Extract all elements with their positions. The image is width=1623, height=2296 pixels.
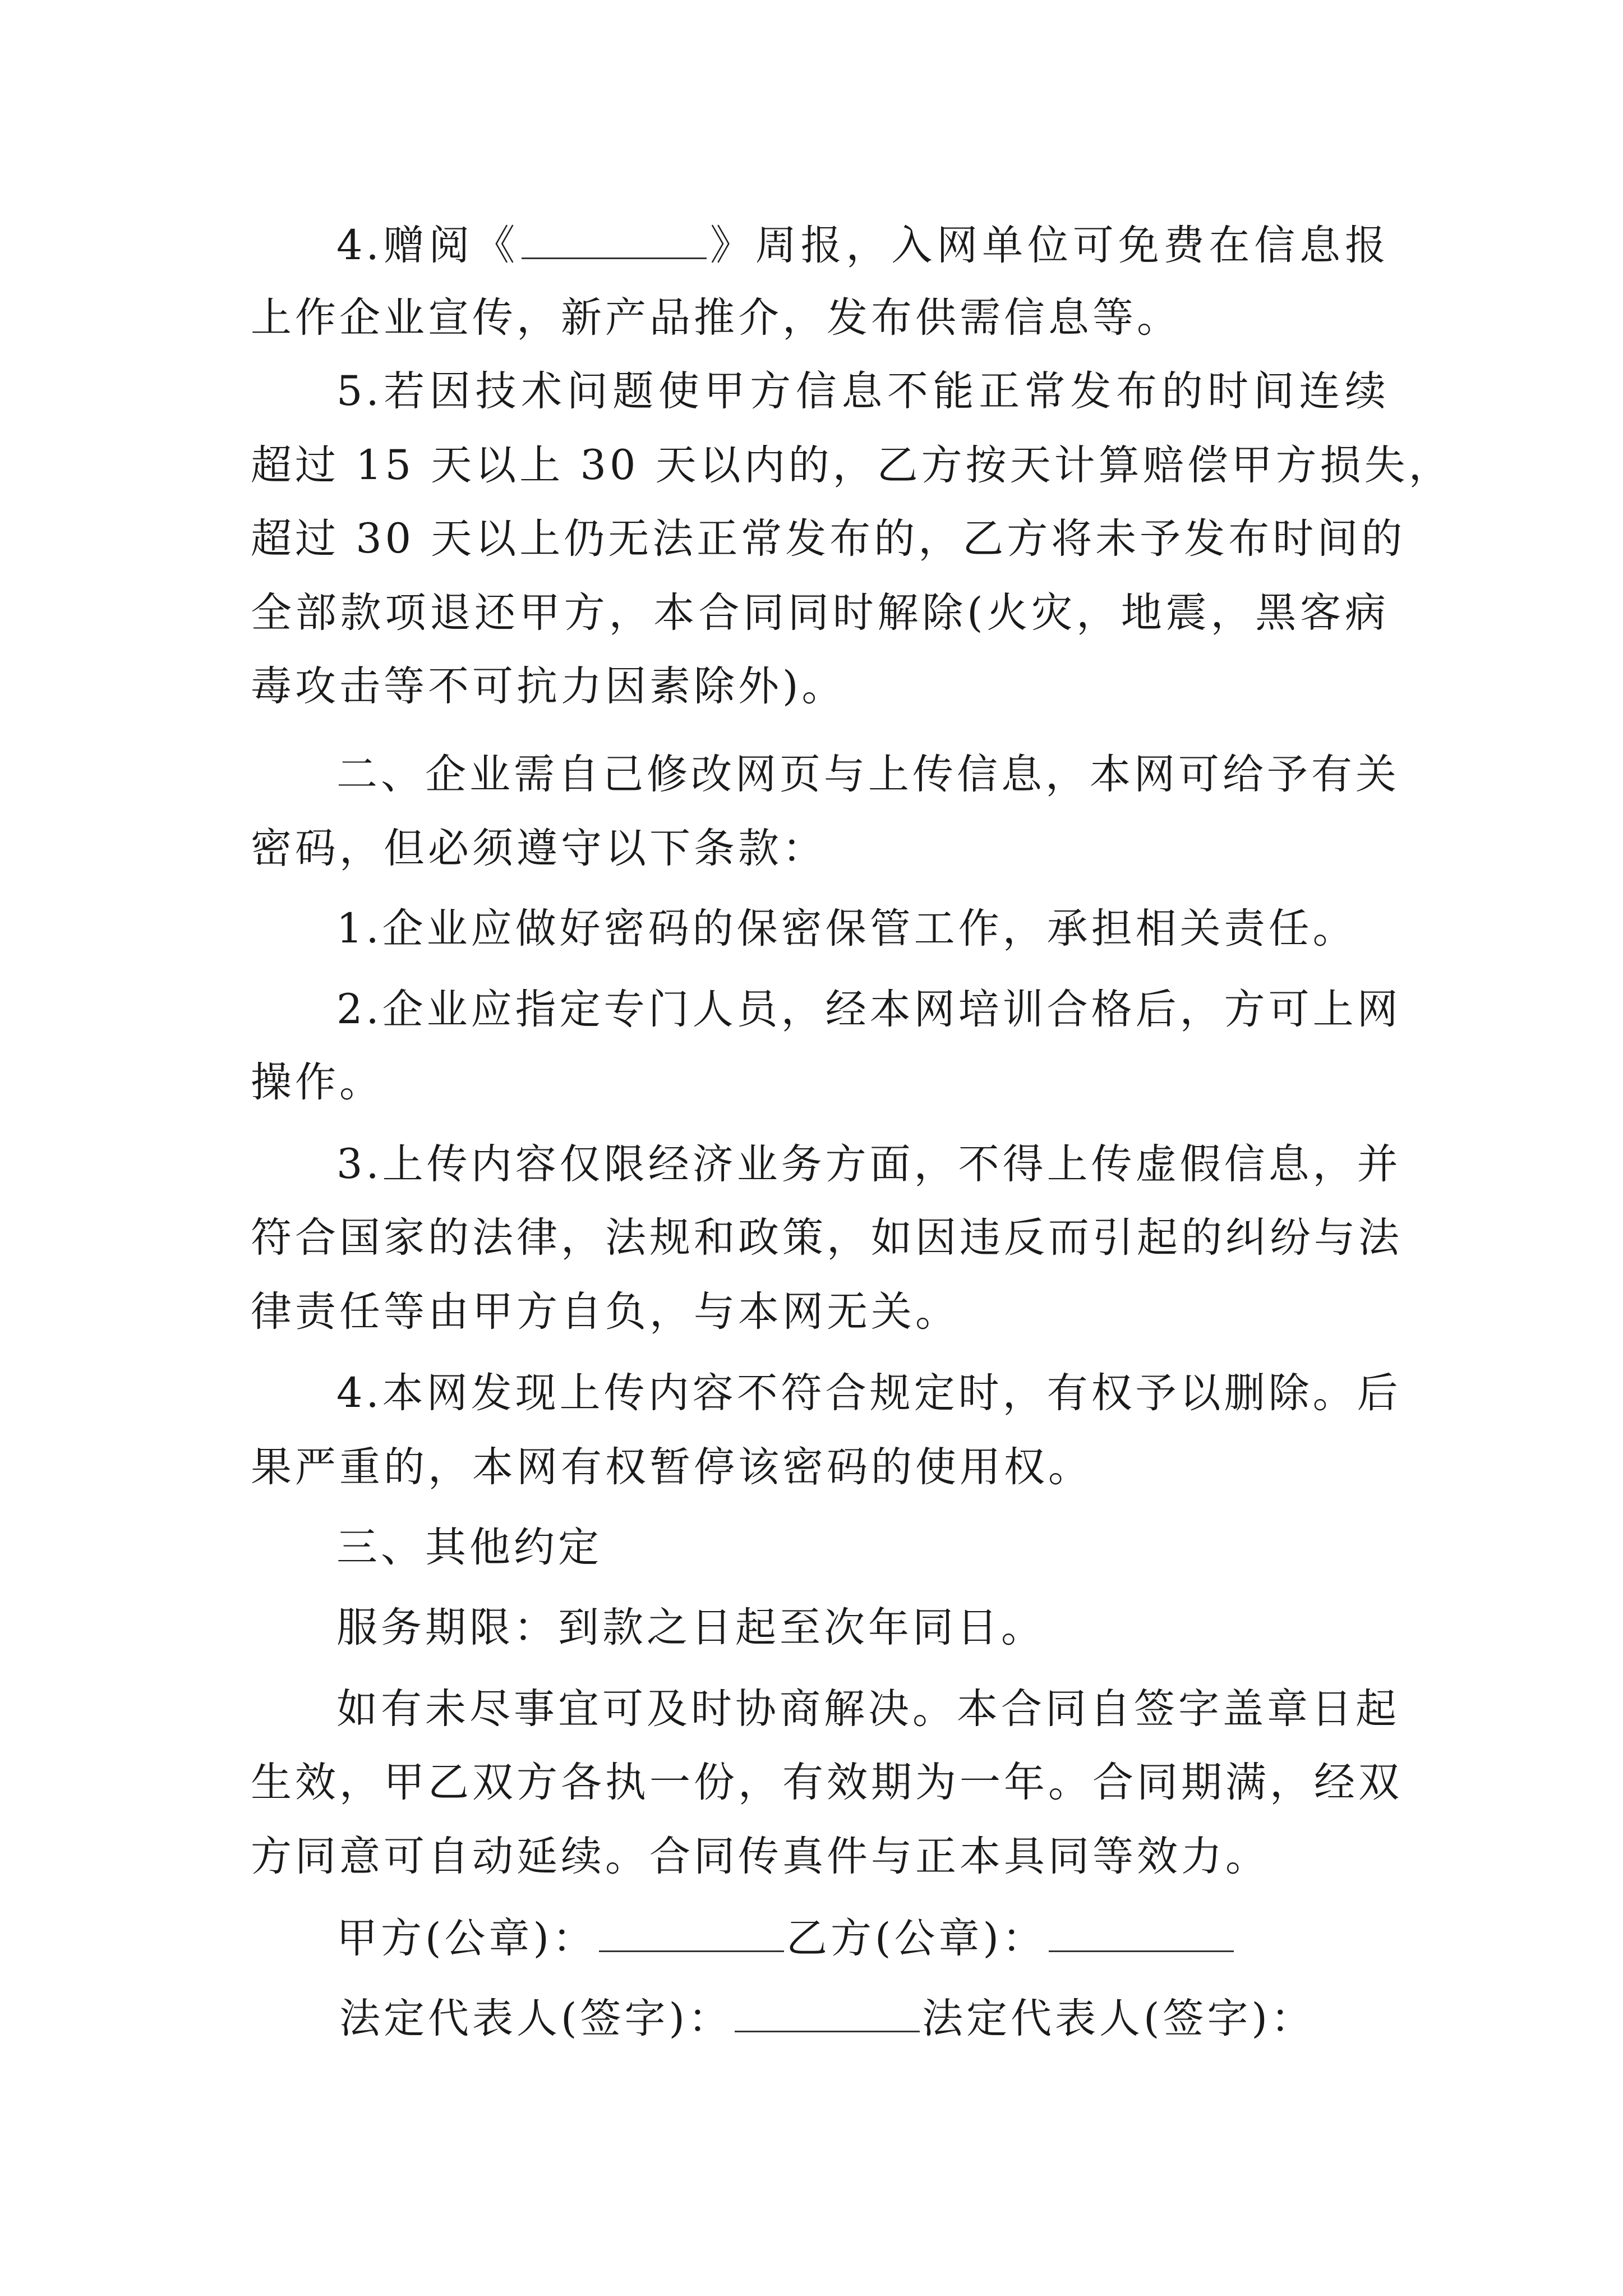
paragraph-line: 密码，但必须遵守以下条款： (251, 825, 827, 872)
paragraph-line: 律责任等由甲方自负，与本网无关。 (251, 1288, 960, 1336)
legal-rep-a-label: 法定代表人(签字)： (339, 1995, 732, 2042)
paragraph-line: 方同意可自动延续。合同传真件与正本具同等效力。 (251, 1833, 1270, 1880)
paragraph-line: 2.企业应指定专门人员，经本网培训合格后，方可上网 (336, 986, 1401, 1033)
paragraph-line: 1.企业应做好密码的保密保管工作，承担相关责任。 (336, 905, 1357, 953)
paragraph-line: 生效，甲乙双方各执一份，有效期为一年。合同期满，经双 (251, 1759, 1403, 1806)
paragraph-line: 毒攻击等不可抗力因素除外)。 (251, 662, 846, 710)
paragraph-line: 符合国家的法律，法规和政策，如因违反而引起的纠纷与法 (251, 1214, 1403, 1262)
paragraph-line (336, 216, 1389, 272)
party-a-seal-label: 甲方(公章)： (336, 1915, 597, 1962)
paragraph-line: 超过 30 天以上仍无法正常发布的，乙方将未予发布时间的 (251, 515, 1406, 563)
party-b-seal-label: 乙方(公章)： (786, 1915, 1046, 1962)
party-a-seal-blank (599, 1909, 784, 1952)
paragraph-line: 服务期限：到款之日起至次年同日。 (336, 1604, 1045, 1651)
paragraph-line: 果严重的，本网有权暂停该密码的使用权。 (251, 1443, 1092, 1491)
fill-in-blank (522, 216, 707, 259)
paragraph-line: 操作。 (251, 1059, 384, 1106)
paragraph-line: 全部款项退还甲方，本合同同时解除(火灾，地震，黑客病 (251, 589, 1389, 637)
paragraph-line: 5.若因技术问题使甲方信息不能正常发布的时间连续 (336, 367, 1389, 415)
paragraph-line: 超过 15 天以上 30 天以内的，乙方按天计算赔偿甲方损失， (251, 441, 1453, 489)
text-span: 》周报，入网单位可免费在信息报 (709, 222, 1389, 269)
section-heading-line: 三、其他约定 (336, 1524, 602, 1571)
paragraph-line: 3.上传内容仅限经济业务方面，不得上传虚假信息，并 (336, 1140, 1401, 1188)
legal-rep-b-label: 法定代表人(签字)： (921, 1995, 1315, 2042)
paragraph-line: 如有未尽事宜可及时协商解决。本合同自签字盖章日起 (336, 1685, 1400, 1733)
paragraph-line: 4.本网发现上传内容不符合规定时，有权予以删除。后 (336, 1369, 1401, 1417)
text-span: 4.赠阅《 (336, 222, 520, 269)
paragraph-line: 上作企业宣传，新产品推介，发布供需信息等。 (251, 294, 1181, 342)
section-heading-line: 二、企业需自己修改网页与上传信息，本网可给予有关 (336, 751, 1400, 798)
party-b-seal-blank (1049, 1909, 1234, 1952)
signature-line-representatives (339, 1989, 1315, 2045)
legal-rep-a-blank (735, 1989, 920, 2032)
signature-line-seals (336, 1909, 1236, 1965)
